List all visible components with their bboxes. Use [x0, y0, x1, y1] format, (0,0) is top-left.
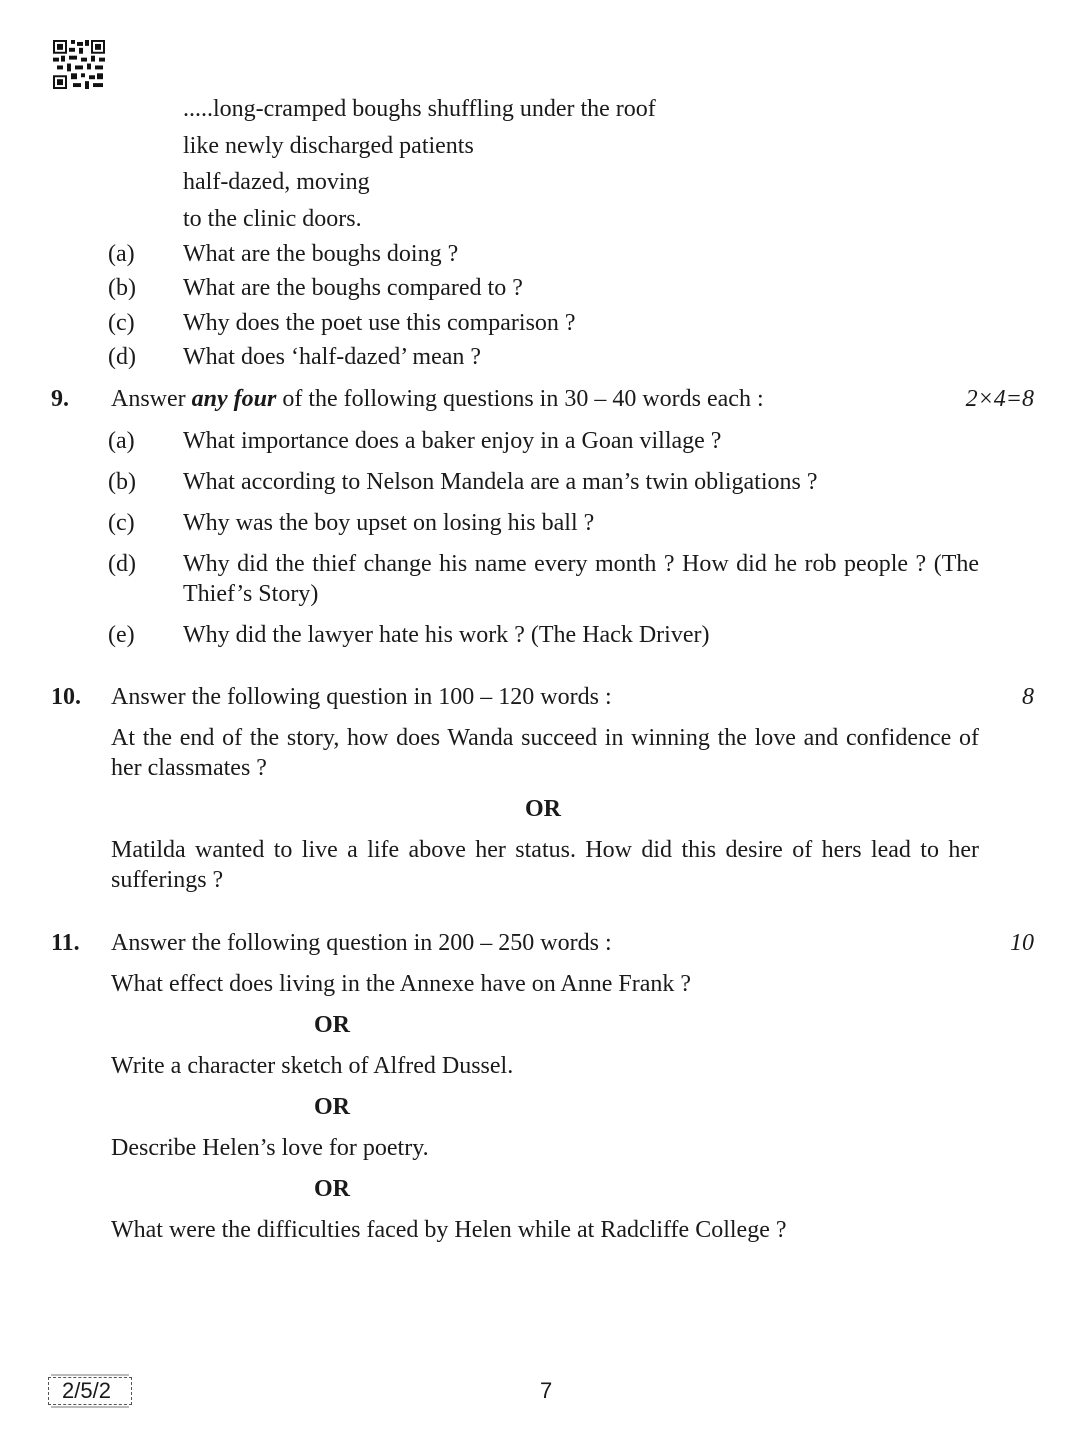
sub-question-text: What importance does a baker enjoy in a Goan village ? [183, 428, 722, 454]
question-instruction: Answer the following question in 200 – 250 words : [111, 930, 612, 956]
question-number: 9. [51, 386, 69, 412]
question-marks: 8 [1022, 684, 1034, 710]
sub-question-label: (e) [108, 622, 135, 648]
question-option: Write a character sketch of Alfred Dussel. [111, 1053, 514, 1079]
sub-question-label: (c) [108, 310, 135, 336]
question-option: What were the difficulties faced by Helen while at Radcliffe College ? [111, 1217, 787, 1243]
sub-question-text: What are the boughs compared to ? [183, 275, 523, 301]
question-marks: 2×4=8 [965, 386, 1034, 412]
poem-line: .....long-cramped boughs shuffling under the roof [183, 96, 656, 122]
sub-question-text: What does ‘half-dazed’ mean ? [183, 344, 482, 370]
sub-question-label: (b) [108, 275, 136, 301]
sub-question-text: What are the boughs doing ? [183, 241, 459, 267]
page-number: 7 [540, 1378, 553, 1403]
sub-question-text: What according to Nelson Mandela are a man’s twin obligations ? [183, 469, 818, 495]
sub-question-text: Why did the thief change his name every month ? How did he rob people ? (The Thief’s Story) [183, 551, 979, 607]
paper-code: 2/5/2 [62, 1378, 111, 1403]
question-option: Describe Helen’s love for poetry. [111, 1135, 429, 1161]
sub-question-label: (b) [108, 469, 136, 495]
question-emphasis: any four [191, 386, 277, 412]
or-separator: OR [314, 1176, 350, 1202]
sub-question-label: (a) [108, 428, 135, 454]
poem-line: like newly discharged patients [183, 133, 474, 159]
footer-fine-print [51, 1406, 129, 1408]
question-number: 11. [51, 930, 80, 956]
sub-question-label: (d) [108, 344, 136, 370]
footer-fine-print [51, 1374, 129, 1376]
question-instruction: Answer the following question in 100 – 120 words : [111, 684, 612, 710]
question-instruction: Answer any four of the following questions in 30 – 40 words each : [111, 386, 764, 412]
or-separator: OR [314, 1012, 350, 1038]
sub-question-label: (c) [108, 510, 135, 536]
sub-question-text: Why was the boy upset on losing his ball ? [183, 510, 595, 536]
sub-question-label: (d) [108, 551, 136, 577]
sub-question-text: Why did the lawyer hate his work ? (The Hack Driver) [183, 622, 710, 648]
sub-question-text: Why does the poet use this comparison ? [183, 310, 576, 336]
or-separator: OR [314, 1094, 350, 1120]
poem-line: half-dazed, moving [183, 169, 370, 195]
question-option: What effect does living in the Annexe have on Anne Frank ? [111, 971, 692, 997]
or-separator: OR [525, 796, 561, 822]
sub-question-label: (a) [108, 241, 135, 267]
poem-line: to the clinic doors. [183, 206, 362, 232]
question-option: At the end of the story, how does Wanda succeed in winning the love and confidence of her classmates ? [111, 725, 979, 781]
question-number: 10. [51, 684, 81, 710]
qr-code [53, 40, 105, 89]
question-option: Matilda wanted to live a life above her status. How did this desire of hers lead to her sufferings ? [111, 837, 979, 893]
question-marks: 10 [1010, 930, 1034, 956]
